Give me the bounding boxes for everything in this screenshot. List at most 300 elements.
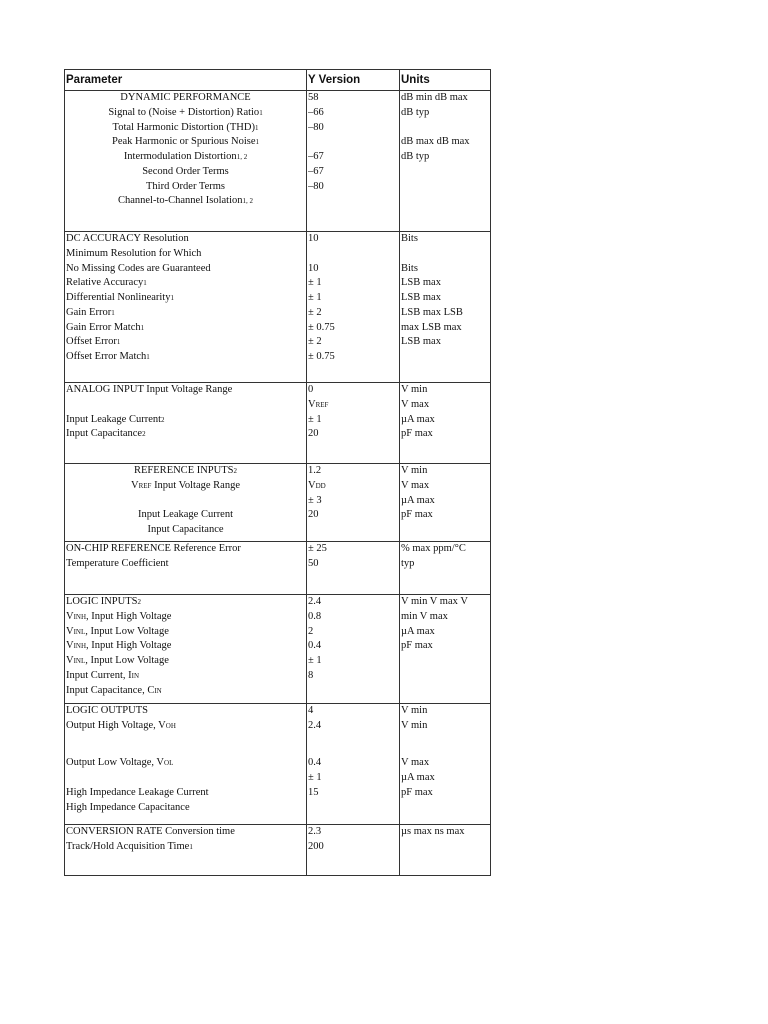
spec-body xyxy=(65,91,491,876)
dc-accuracy-version-line xyxy=(308,321,398,336)
text-segment: , Input High Voltage xyxy=(86,640,172,652)
logic-outputs-version-line xyxy=(308,771,398,786)
conversion-rate-version-line xyxy=(308,825,398,840)
logic-outputs-units-cell xyxy=(400,704,491,825)
conversion-rate-units-line xyxy=(401,825,489,840)
text-segment: Channel-to-Channel Isolation xyxy=(117,195,243,207)
dynamic-units-cell xyxy=(400,91,491,232)
text-segment: –80 xyxy=(308,121,324,133)
text-segment: 20 xyxy=(308,428,319,440)
text-segment: V xyxy=(308,398,316,410)
text-segment: High Impedance Capacitance xyxy=(66,801,190,813)
text-segment: Input Capacitance xyxy=(66,428,143,440)
text-segment: Input Leakage Current xyxy=(66,413,162,425)
dc-accuracy-parameter-line xyxy=(66,232,305,247)
text-segment: ± 2 xyxy=(308,306,322,318)
text-segment: ± 25 xyxy=(308,543,327,554)
text-segment: ± 3 xyxy=(308,494,322,506)
on-chip-reference-parameter-cell xyxy=(65,542,307,595)
dc-accuracy-version-line xyxy=(308,276,398,291)
text-segment: Track/Hold Acquisition Time xyxy=(66,840,190,852)
text-segment: pF max xyxy=(401,786,433,798)
text-segment: min V max xyxy=(401,610,448,622)
reference-inputs-version-line xyxy=(308,479,398,494)
dc-accuracy-parameter-line xyxy=(66,350,305,365)
subscript: 2 xyxy=(137,598,141,606)
text-segment: 15 xyxy=(308,786,319,798)
logic-outputs-version-cell xyxy=(307,704,400,825)
text-segment: V xyxy=(66,655,74,666)
subscript: IN xyxy=(131,671,140,680)
text-segment: V min xyxy=(401,465,428,476)
text-segment: Total Harmonic Distortion (THD) xyxy=(112,121,255,133)
text-segment: Gain Error Match xyxy=(66,321,141,333)
text-segment: V min V max V xyxy=(401,596,468,607)
analog-input-parameter-line xyxy=(66,383,305,398)
reference-inputs-version-line xyxy=(308,464,398,479)
dc-accuracy-parameter-line xyxy=(66,321,305,336)
on-chip-reference-parameter-line xyxy=(66,542,305,557)
logic-outputs-version-line xyxy=(308,786,398,801)
subscript: 1 xyxy=(111,308,115,317)
logic-outputs-units-line xyxy=(401,719,489,734)
text-segment: dB min dB max xyxy=(401,92,468,103)
text-segment: LSB max xyxy=(401,292,441,303)
text-segment: 0.4 xyxy=(308,757,322,769)
dc-accuracy-version-line xyxy=(308,291,398,306)
text-segment: ± 0.75 xyxy=(308,351,335,362)
section-dc-accuracy xyxy=(65,232,491,383)
logic-outputs-version-line xyxy=(308,801,398,816)
on-chip-reference-version-line xyxy=(308,557,398,572)
reference-inputs-parameter-line xyxy=(66,494,305,509)
reference-inputs-version-line xyxy=(308,494,398,509)
text-segment: Relative Accuracy xyxy=(66,277,144,289)
text-segment: dB max dB max xyxy=(401,136,470,148)
dynamic-version-line xyxy=(308,135,398,150)
logic-inputs-parameter-cell xyxy=(65,595,307,704)
dc-accuracy-units-line xyxy=(401,262,489,277)
text-segment: –67 xyxy=(308,165,324,177)
text-segment: 10 xyxy=(308,233,319,244)
dynamic-version-line xyxy=(308,106,398,121)
text-segment: 0 xyxy=(308,384,314,395)
text-segment: 4 xyxy=(308,705,314,716)
text-segment: LOGIC INPUTS xyxy=(66,596,138,607)
on-chip-reference-units-line xyxy=(401,557,489,572)
reference-inputs-version-line xyxy=(308,523,398,538)
text-segment: 8 xyxy=(308,669,314,681)
dynamic-version-line xyxy=(308,165,398,180)
analog-input-parameter-cell xyxy=(65,383,307,464)
analog-input-version-line xyxy=(308,427,398,442)
analog-input-parameter-line xyxy=(66,427,305,442)
subscript: INH xyxy=(73,642,87,651)
analog-input-version-line xyxy=(308,398,398,413)
reference-inputs-version-line xyxy=(308,508,398,523)
reference-inputs-parameter-line xyxy=(66,479,305,494)
text-segment: 2 xyxy=(308,625,314,637)
dynamic-parameter-line xyxy=(66,121,305,136)
text-segment: 0.4 xyxy=(308,640,322,652)
logic-inputs-version-line xyxy=(308,684,398,699)
text-segment: Offset Error Match xyxy=(66,351,147,362)
text-segment: µs max ns max xyxy=(401,826,465,837)
section-logic-inputs xyxy=(65,595,491,704)
text-segment: Output High Voltage, V xyxy=(66,719,166,731)
on-chip-reference-units-cell xyxy=(400,542,491,595)
logic-outputs-version-line xyxy=(308,756,398,771)
logic-inputs-units-line xyxy=(401,610,489,625)
text-segment: DC ACCURACY Resolution xyxy=(66,233,189,244)
conversion-rate-version-cell xyxy=(307,825,400,876)
subscript: 1 xyxy=(170,294,174,302)
dynamic-units-line xyxy=(401,106,489,121)
text-segment: Differential Nonlinearity xyxy=(66,292,171,303)
text-segment: Offset Error xyxy=(66,336,117,348)
text-segment: ± 1 xyxy=(308,277,322,289)
text-segment: LSB max xyxy=(401,277,441,289)
text-segment: LOGIC OUTPUTS xyxy=(66,705,148,716)
dc-accuracy-version-line xyxy=(308,335,398,350)
dc-accuracy-units-line xyxy=(401,321,489,336)
subscript: 1 xyxy=(116,338,121,347)
reference-inputs-units-line xyxy=(401,494,489,509)
text-segment: V xyxy=(308,479,316,491)
dynamic-parameter-line xyxy=(66,91,305,106)
text-segment: REFERENCE INPUTS xyxy=(134,465,234,476)
logic-inputs-version-line xyxy=(308,595,398,610)
logic-outputs-parameter-line xyxy=(66,786,305,801)
analog-input-version-line xyxy=(308,383,398,398)
logic-outputs-units-line xyxy=(401,756,489,771)
logic-outputs-parameter-line xyxy=(66,719,305,734)
dynamic-units-line xyxy=(401,165,489,180)
dynamic-version-line xyxy=(308,194,398,209)
text-segment: dB typ xyxy=(401,106,430,118)
text-segment: 2.3 xyxy=(308,826,322,837)
analog-input-units-cell xyxy=(400,383,491,464)
reference-inputs-units-line xyxy=(401,464,489,479)
dynamic-units-line xyxy=(401,180,489,195)
section-logic-outputs xyxy=(65,704,491,825)
dynamic-units-line xyxy=(401,91,489,106)
dc-accuracy-parameter-line xyxy=(66,276,305,291)
logic-inputs-units-line xyxy=(401,595,489,610)
subscript: REF xyxy=(315,400,329,409)
dc-accuracy-units-line xyxy=(401,306,489,321)
text-segment: µA max xyxy=(401,772,435,783)
dynamic-parameter-line xyxy=(66,150,305,165)
logic-inputs-version-line xyxy=(308,654,398,669)
subscript: 2 xyxy=(161,415,165,424)
subscript: INH xyxy=(73,612,87,621)
text-segment: CONVERSION RATE Conversion time xyxy=(66,826,235,837)
on-chip-reference-units-line xyxy=(401,542,489,557)
text-segment: dB typ xyxy=(401,151,430,162)
text-segment: 2.4 xyxy=(308,719,322,731)
text-segment: Peak Harmonic or Spurious Noise xyxy=(112,136,256,148)
text-segment: V min xyxy=(401,384,428,395)
text-segment: 58 xyxy=(308,92,319,103)
logic-inputs-parameter-line xyxy=(66,654,305,669)
dc-accuracy-parameter-line xyxy=(66,247,305,262)
logic-outputs-version-line xyxy=(308,734,398,749)
on-chip-reference-version-cell xyxy=(307,542,400,595)
logic-inputs-version-line xyxy=(308,639,398,654)
on-chip-reference-version-line xyxy=(308,542,398,557)
logic-inputs-version-line xyxy=(308,610,398,625)
logic-inputs-units-line xyxy=(401,654,489,669)
reference-inputs-units-line xyxy=(401,508,489,523)
conversion-rate-parameter-line xyxy=(66,840,305,855)
text-segment: pF max xyxy=(401,428,433,440)
logic-inputs-parameter-line xyxy=(66,595,305,610)
logic-outputs-parameter-cell xyxy=(65,704,307,825)
text-segment: V xyxy=(66,640,74,652)
section-conversion-rate xyxy=(65,825,491,876)
reference-inputs-units-cell xyxy=(400,464,491,542)
dynamic-parameter-line xyxy=(66,106,305,121)
dynamic-version-line xyxy=(308,150,398,165)
text-segment: –66 xyxy=(308,106,324,118)
subscript: 1, 2 xyxy=(236,153,248,161)
text-segment: Temperature Coefficient xyxy=(66,557,169,569)
dc-accuracy-version-line xyxy=(308,350,398,365)
text-segment: Input Capacitance, C xyxy=(66,684,155,696)
text-segment: Output Low Voltage, V xyxy=(66,757,165,769)
text-segment: 0.8 xyxy=(308,610,322,622)
section-analog-input xyxy=(65,383,491,464)
text-segment: V xyxy=(66,610,74,622)
text-segment: ANALOG INPUT Input Voltage Range xyxy=(66,384,233,395)
text-segment: ± 2 xyxy=(308,336,322,348)
logic-outputs-parameter-line xyxy=(66,704,305,719)
logic-inputs-parameter-line xyxy=(66,684,305,699)
text-segment: % max ppm/°C xyxy=(401,543,466,554)
text-segment: Intermodulation Distortion xyxy=(123,151,237,162)
logic-outputs-units-line xyxy=(401,734,489,749)
text-segment: µA max xyxy=(401,625,435,637)
reference-inputs-version-cell xyxy=(307,464,400,542)
text-segment: Minimum Resolution for Which xyxy=(66,247,202,259)
logic-inputs-units-line xyxy=(401,669,489,684)
logic-outputs-version-line xyxy=(308,704,398,719)
dynamic-version-line xyxy=(308,121,398,136)
text-segment: Third Order Terms xyxy=(146,180,225,192)
text-segment: 2.4 xyxy=(308,596,322,607)
analog-input-version-cell xyxy=(307,383,400,464)
text-segment: ± 1 xyxy=(308,772,322,783)
text-segment: High Impedance Leakage Current xyxy=(66,786,209,798)
text-segment: ± 0.75 xyxy=(308,321,335,333)
dc-accuracy-units-line xyxy=(401,291,489,306)
dynamic-version-line xyxy=(308,180,398,195)
text-segment: ± 1 xyxy=(308,413,322,425)
dynamic-parameter-cell xyxy=(65,91,307,232)
dc-accuracy-units-line xyxy=(401,232,489,247)
dc-accuracy-parameter-cell xyxy=(65,232,307,383)
dc-accuracy-parameter-line xyxy=(66,335,305,350)
reference-inputs-parameter-cell xyxy=(65,464,307,542)
text-segment: Bits xyxy=(401,262,418,274)
dc-accuracy-version-line xyxy=(308,306,398,321)
reference-inputs-parameter-line xyxy=(66,464,305,479)
logic-outputs-parameter-line xyxy=(66,756,305,771)
dc-accuracy-version-line xyxy=(308,262,398,277)
logic-outputs-version-line xyxy=(308,719,398,734)
reference-inputs-units-line xyxy=(401,479,489,494)
conversion-rate-units-line xyxy=(401,840,489,855)
logic-outputs-units-line xyxy=(401,801,489,816)
analog-input-units-line xyxy=(401,398,489,413)
conversion-rate-parameter-line xyxy=(66,825,305,840)
reference-inputs-parameter-line xyxy=(66,523,305,538)
subscript: DD xyxy=(315,481,326,490)
text-segment: , Input High Voltage xyxy=(86,610,172,622)
logic-outputs-units-line xyxy=(401,771,489,786)
header-units: Units xyxy=(400,70,491,91)
text-segment: max LSB max xyxy=(401,321,462,333)
analog-input-units-line xyxy=(401,413,489,428)
text-segment: pF max xyxy=(401,640,433,652)
subscript: 1 xyxy=(189,842,193,851)
dynamic-units-line xyxy=(401,135,489,150)
dynamic-units-line xyxy=(401,121,489,136)
dynamic-parameter-line xyxy=(66,194,305,209)
dc-accuracy-parameter-line xyxy=(66,262,305,277)
header-version: Y Version xyxy=(307,70,400,91)
reference-inputs-parameter-line xyxy=(66,508,305,523)
analog-input-parameter-line xyxy=(66,413,305,428)
text-segment: typ xyxy=(401,557,415,569)
conversion-rate-units-cell xyxy=(400,825,491,876)
dc-accuracy-units-line xyxy=(401,276,489,291)
dc-accuracy-units-line xyxy=(401,335,489,350)
spec-table xyxy=(64,69,491,876)
subscript: 1 xyxy=(259,108,263,117)
logic-inputs-parameter-line xyxy=(66,639,305,654)
text-segment: V max xyxy=(401,398,430,410)
conversion-rate-version-line xyxy=(308,840,398,855)
section-dynamic xyxy=(65,91,491,232)
subscript: 2 xyxy=(142,430,146,439)
analog-input-units-line xyxy=(401,427,489,442)
text-segment: V xyxy=(131,479,139,491)
text-segment: V max xyxy=(401,479,430,491)
dc-accuracy-units-cell xyxy=(400,232,491,383)
text-segment: ± 1 xyxy=(308,292,322,303)
text-segment: V xyxy=(66,625,74,637)
subscript: INL xyxy=(73,657,86,665)
subscript: IN xyxy=(154,686,162,695)
text-segment: Input Leakage Current xyxy=(137,509,234,521)
subscript: INL xyxy=(73,627,86,636)
header-row xyxy=(65,70,491,91)
analog-input-units-line xyxy=(401,383,489,398)
logic-inputs-units-cell xyxy=(400,595,491,704)
text-segment: 50 xyxy=(308,557,319,569)
logic-inputs-units-line xyxy=(401,625,489,640)
text-segment: , Input Low Voltage xyxy=(85,655,169,666)
logic-outputs-units-line xyxy=(401,786,489,801)
text-segment: Input Current, I xyxy=(66,669,132,681)
subscript: 1 xyxy=(255,138,259,147)
dynamic-version-line xyxy=(308,91,398,106)
dynamic-units-line xyxy=(401,150,489,165)
dc-accuracy-version-line xyxy=(308,232,398,247)
text-segment: µA max xyxy=(401,494,435,506)
text-segment: 20 xyxy=(308,509,319,521)
text-segment: 10 xyxy=(308,262,319,274)
dynamic-version-cell xyxy=(307,91,400,232)
text-segment: DYNAMIC PERFORMANCE xyxy=(120,92,251,103)
dc-accuracy-parameter-line xyxy=(66,306,305,321)
section-on-chip-reference xyxy=(65,542,491,595)
subscript: 1 xyxy=(143,279,147,288)
subscript: REF xyxy=(138,481,152,490)
text-segment: LSB max LSB xyxy=(401,306,463,318)
logic-outputs-parameter-line xyxy=(66,734,305,749)
dc-accuracy-units-line xyxy=(401,247,489,262)
text-segment: ± 1 xyxy=(308,655,322,666)
subscript: 1, 2 xyxy=(242,197,253,206)
text-segment: V max xyxy=(401,757,430,769)
text-segment: LSB max xyxy=(401,336,441,348)
text-segment: V min xyxy=(401,719,428,731)
text-segment: V min xyxy=(401,705,428,716)
logic-inputs-parameter-line xyxy=(66,610,305,625)
dynamic-parameter-line xyxy=(66,135,305,150)
subscript: 1 xyxy=(254,123,259,132)
text-segment: Second Order Terms xyxy=(142,165,229,177)
subscript: OH xyxy=(165,721,176,730)
dc-accuracy-parameter-line xyxy=(66,291,305,306)
conversion-rate-parameter-cell xyxy=(65,825,307,876)
subscript: 1 xyxy=(146,353,150,361)
dc-accuracy-units-line xyxy=(401,350,489,365)
dynamic-units-line xyxy=(401,194,489,209)
logic-inputs-units-line xyxy=(401,639,489,654)
text-segment: –67 xyxy=(308,151,324,162)
text-segment: pF max xyxy=(401,509,433,521)
logic-inputs-parameter-line xyxy=(66,625,305,640)
section-reference-inputs xyxy=(65,464,491,542)
logic-outputs-parameter-line xyxy=(66,801,305,816)
logic-inputs-units-line xyxy=(401,684,489,699)
text-segment: 200 xyxy=(308,840,324,852)
subscript: 1 xyxy=(140,323,145,332)
logic-inputs-parameter-line xyxy=(66,669,305,684)
subscript: OL xyxy=(164,759,174,768)
logic-inputs-version-cell xyxy=(307,595,400,704)
text-segment: , Input Low Voltage xyxy=(85,625,169,637)
header-parameter: Parameter xyxy=(65,70,307,91)
text-segment: Bits xyxy=(401,233,418,244)
analog-input-version-line xyxy=(308,413,398,428)
text-segment: Signal to (Noise + Distortion) Ratio xyxy=(108,106,260,118)
logic-inputs-version-line xyxy=(308,669,398,684)
text-segment: Gain Error xyxy=(66,306,112,318)
dc-accuracy-version-cell xyxy=(307,232,400,383)
dynamic-parameter-line xyxy=(66,180,305,195)
analog-input-parameter-line xyxy=(66,398,305,413)
text-segment: No Missing Codes are Guaranteed xyxy=(66,262,211,274)
text-segment: Input Voltage Range xyxy=(151,479,240,491)
dynamic-parameter-line xyxy=(66,165,305,180)
logic-inputs-version-line xyxy=(308,625,398,640)
dc-accuracy-version-line xyxy=(308,247,398,262)
